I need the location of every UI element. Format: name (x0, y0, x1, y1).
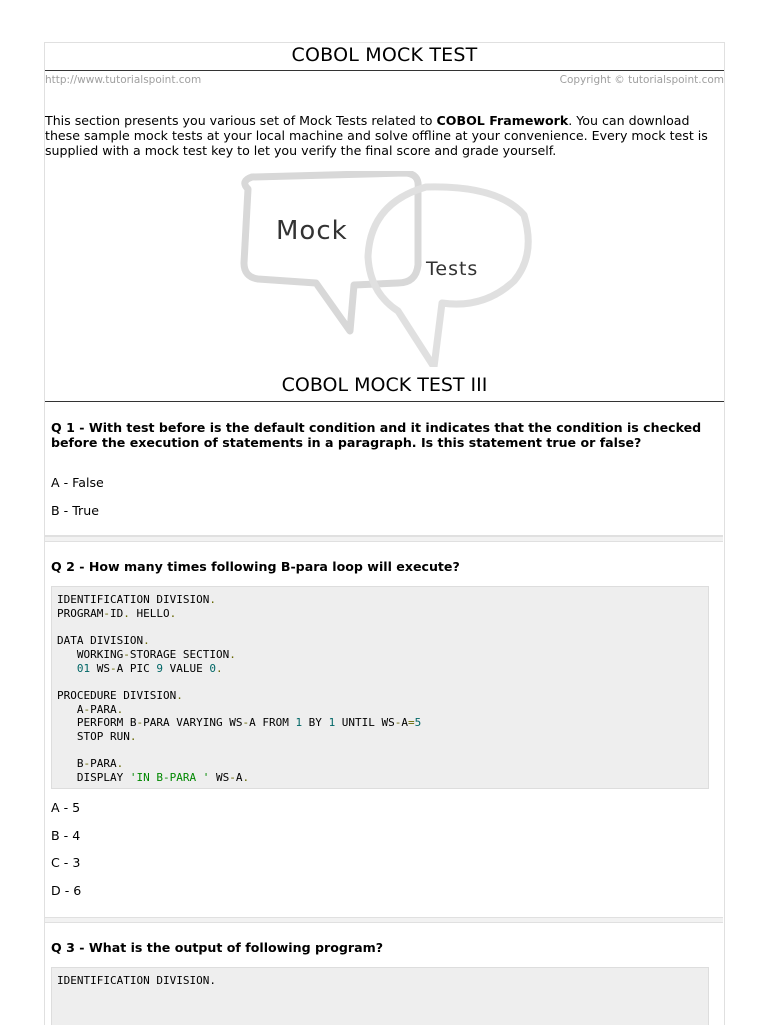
site-url[interactable]: http://www.tutorialspoint.com (45, 74, 202, 86)
copyright-text: Copyright © tutorialspoint.com (559, 74, 724, 86)
question-separator (45, 536, 723, 542)
header-row (45, 71, 724, 89)
option-a[interactable]: A - 5 (51, 800, 81, 815)
intro-paragraph: This section presents you various set of Mock Tests related to COBOL Framework. You can download these sample mock tests at your local machine and solve offline at your convenience. Every mock test is supplied with a mock test key to let you verify the final score and grade yourself. (45, 113, 708, 158)
question-text: Q 2 - How many times following B-para loop will execute? (51, 559, 460, 574)
option-a[interactable]: A - False (51, 475, 104, 490)
question-1 (45, 402, 723, 536)
question-separator (45, 917, 723, 923)
logo-word-tests: Tests (426, 258, 479, 280)
section-title: COBOL MOCK TEST III (45, 373, 724, 402)
code-block: IDENTIFICATION DIVISION. (51, 967, 709, 1025)
logo-word-mock: Mock (276, 216, 348, 246)
question-text: Q 3 - What is the output of following program? (51, 940, 384, 955)
document-title: COBOL MOCK TEST (45, 43, 724, 71)
option-c[interactable]: C - 3 (51, 855, 81, 870)
option-b[interactable]: B - 4 (51, 828, 81, 843)
intro-bold: COBOL Framework (436, 113, 569, 128)
document-page (44, 42, 725, 1025)
mock-tests-logo (236, 171, 534, 367)
question-3 (45, 924, 723, 1025)
question-text: Q 1 - With test before is the default condition and it indicates that the condition is checked before the execution of statements in a paragraph. Is this statement true or false? (51, 420, 702, 450)
option-d[interactable]: D - 6 (51, 883, 82, 898)
option-b[interactable]: B - True (51, 503, 99, 518)
code-block: IDENTIFICATION DIVISION. PROGRAM-ID. HELLO. DATA DIVISION. WORKING-STORAGE SECTION. 01 WS-A PIC 9 VALUE 0. PROCEDURE DIVISION. A-PARA. PERFORM B-PARA VARYING WS-A FROM 1 BY 1 UNTIL WS-A=5 STOP RUN. B-PARA. DISPLAY 'IN B-PARA ' WS-A. (51, 586, 709, 789)
question-2 (45, 543, 723, 918)
